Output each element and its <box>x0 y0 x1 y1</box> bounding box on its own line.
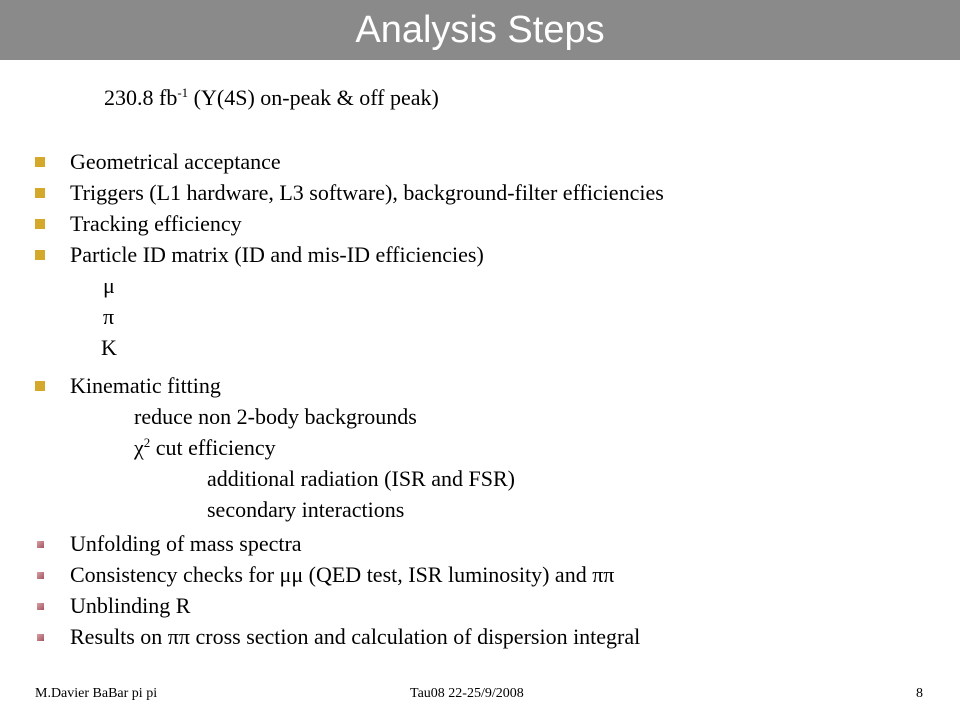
subtitle-exponent: -1 <box>177 85 189 100</box>
pid-item-mu: μ <box>103 273 115 298</box>
footer-author: M.Davier BaBar pi pi <box>35 686 158 701</box>
slide-title: Analysis Steps <box>355 9 605 51</box>
bullet-kinematic: Kinematic fitting <box>70 373 221 398</box>
bullet-small-icon <box>37 541 44 548</box>
bullet-geometrical: Geometrical acceptance <box>70 149 281 174</box>
bullet-consistency: Consistency checks for μμ (QED test, ISR luminosity) and ππ <box>70 562 615 587</box>
bullet-small-icon <box>37 603 44 610</box>
bullet-unfolding: Unfolding of mass spectra <box>70 531 302 556</box>
kin-secondary: secondary interactions <box>207 497 405 522</box>
kin-chi-cut <box>134 433 276 463</box>
bullet-pid: Particle ID matrix (ID and mis-ID efficiencies) <box>70 242 484 267</box>
subtitle-luminosity <box>104 84 439 112</box>
pid-item-pi: π <box>103 304 115 329</box>
bullet-results: Results on ππ cross section and calculation of dispersion integral <box>70 624 641 649</box>
bullet-triggers: Triggers (L1 hardware, L3 software), background-filter efficiencies <box>70 180 664 205</box>
kin-chi-exponent: 2 <box>143 435 151 450</box>
bullet-square-icon <box>35 157 45 167</box>
bullet-small-icon <box>37 634 44 641</box>
kin-chi-rest: cut efficiency <box>150 435 276 460</box>
bullet-tracking: Tracking efficiency <box>70 211 242 236</box>
bullet-square-icon <box>35 219 45 229</box>
bullet-square-icon <box>35 250 45 260</box>
bullet-small-icon <box>37 572 44 579</box>
footer-conference: Tau08 22-25/9/2008 <box>410 686 524 701</box>
bullet-square-icon <box>35 188 45 198</box>
title-bar <box>0 0 960 60</box>
subtitle-value: 230.8 fb <box>104 85 178 110</box>
kin-chi-symbol: χ <box>134 435 144 460</box>
subtitle-rest: (Y(4S) on-peak & off peak) <box>188 85 439 110</box>
footer-page-number: 8 <box>916 686 923 701</box>
bullet-square-icon <box>35 381 45 391</box>
pid-item-k: K <box>101 335 117 360</box>
kin-reduce: reduce non 2-body backgrounds <box>134 404 417 429</box>
kin-radiation: additional radiation (ISR and FSR) <box>207 466 515 491</box>
bullet-unblinding: Unblinding R <box>70 593 191 618</box>
